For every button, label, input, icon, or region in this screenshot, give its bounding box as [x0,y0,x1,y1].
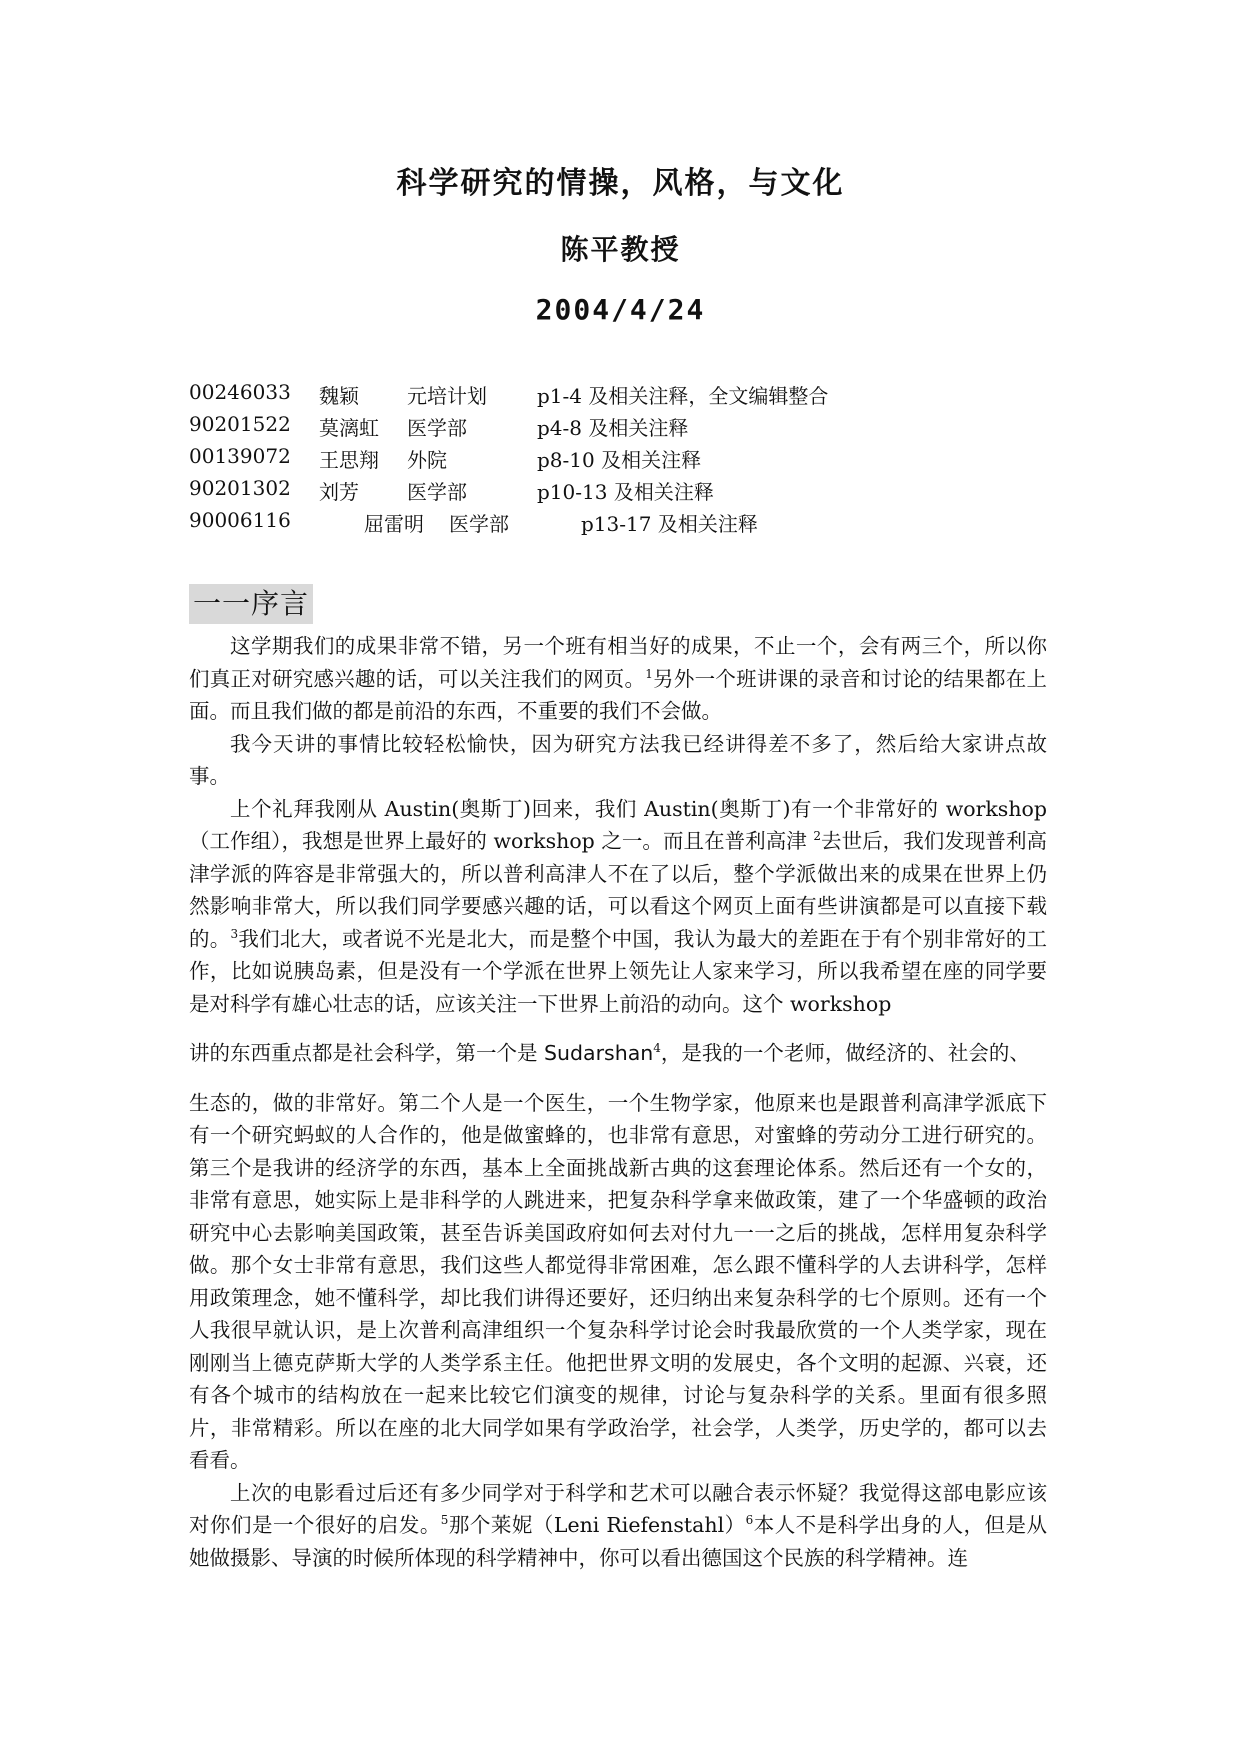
footnote-ref: 4 [653,1041,661,1055]
paragraph [189,630,1047,728]
footnote-ref: 1 [645,666,653,681]
student-name: 刘芳 [319,480,359,504]
section-heading: 一一序言 [189,584,313,624]
student-id: 90006116 [189,508,291,532]
student-department: 外院 [407,448,447,472]
person-name: Sudarshan [544,1041,654,1065]
footnote-ref: 2 [813,829,821,843]
student-name: 王思翔 [319,448,379,472]
paragraph: 生态的，做的非常好。第二个人是一个医生，一个生物学家，他原来也是跟普利高津学派底下有一个研究蚂蚁的人合作的，他是做蜜蜂的，也非常有意思，对蜜蜂的劳动分工进行研究的。第三个是我讲的经济学的东西，基本上全面挑战新古典的这套理论体系。然后还有一个女的，非常有意思，她实际上是非科学的人跳进来，把复杂科学拿来做政策，建了一个华盛顿的政治研究中心去影响美国政策，甚至告诉美国政府如何去对付九一一之后的挑战，怎样用复杂科学做。那个女士非常有意思，我们这些人都觉得非常困难，怎么跟不懂科学的人去讲科学，怎样用政策理念，她不懂科学，却比我们讲得还要好，还归纳出来复杂科学的七个原则。还有一个人我很早就认识，是上次普利高津组织一个复杂科学讨论会时我最欣赏的一个人类学家，现在刚刚当上德克萨斯大学的人类学系主任。他把世界文明的发展史，各个文明的起源、兴衰，还有各个城市的结构放在一起来比较它们演变的规律，讨论与复杂科学的关系。里面有很多照片，非常精彩。所以在座的北大同学如果有学政治学，社会学，人类学，历史学的，都可以去看看。 [189,1090,1047,1472]
text-run: 上个礼拜我刚从 Austin(奥斯丁)回来，我们 Austin(奥斯丁)有一个非常好的 workshop（工作组），我想是世界上最好的 workshop 之一。而且在普利高津 [189,796,1047,853]
text-run: 另外一个班讲课的录音和讨论的结果都在上面。而且我们做的都是前沿的东西，不重要的我们不会做。 [189,666,1048,723]
student-name: 屈雷明 [364,512,424,536]
document-date: 2004/4/24 [535,293,706,326]
document-title: 科学研究的情操，风格，与文化 [396,166,845,201]
student-id: 00139072 [189,444,291,468]
paragraph [189,793,1047,1021]
text-run: 那个莱妮（Leni Riefenstahl） [448,1513,746,1537]
student-id: 90201302 [189,476,291,500]
student-department: 医学部 [407,416,467,440]
student-department: 元培计划 [407,384,487,408]
body-text [189,630,1047,1574]
text-run: ，是我的一个老师，做经济的、社会的、 [660,1041,1030,1065]
paragraph [189,1037,1047,1070]
footnote-ref: 3 [230,926,239,941]
footnote-ref: 6 [745,1513,754,1527]
student-id: 90201522 [189,412,291,436]
student-department: 医学部 [449,512,509,536]
student-id: 00246033 [189,380,291,404]
paragraph [189,1477,1047,1575]
student-name: 莫漓虹 [319,416,379,440]
page-range: p1-4 及相关注释，全文编辑整合 [537,384,829,408]
footnote-ref: 5 [440,1513,449,1527]
text-run: 讲的东西重点都是社会科学，第一个是 [189,1041,545,1065]
paragraph: 我今天讲的事情比较轻松愉快，因为研究方法我已经讲得差不多了，然后给大家讲点故事。 [189,731,1047,788]
text-run: 去世后，我们发现普利高津学派的阵容是非常强大的，所以普利高津人不在了以后，整个学派做出来的成果在世界上仍然影响非常大，所以我们同学要感兴趣的话，可以看这个网页上面有些讲演都是可以直接下载的。 [189,829,1047,951]
text-run: 本人不是科学出身的人，但是从她做摄影、导演的时候所体现的科学精神中，你可以看出德国这个民族的科学精神。连 [189,1513,1047,1570]
page-range: p8-10 及相关注释 [537,448,702,472]
author-name: 陈平教授 [560,233,681,266]
student-name: 魏颖 [319,384,359,408]
page-range: p13-17 及相关注释 [581,512,758,536]
text-run: 我们北大，或者说不光是北大，而是整个中国，我认为最大的差距在于有个别非常好的工作，比如说胰岛素，但是没有一个学派在世界上领先让人家来学习，所以我希望在座的同学要是对科学有雄心壮志的话，应该关注一下世界上前沿的动向。这个 workshop [189,926,1048,1016]
text-run: 上次的电影看过后还有多少同学对于科学和艺术可以融合表示怀疑？我觉得这部电影应该对你们是一个很好的启发。 [189,1480,1047,1537]
page-range: p10-13 及相关注释 [537,480,714,504]
student-department: 医学部 [407,480,467,504]
text-run: 这学期我们的成果非常不错，另一个班有相当好的成果，不止一个，会有两三个，所以你们真正对研究感兴趣的话，可以关注我们的网页。 [189,634,1047,691]
page-range: p4-8 及相关注释 [537,416,689,440]
